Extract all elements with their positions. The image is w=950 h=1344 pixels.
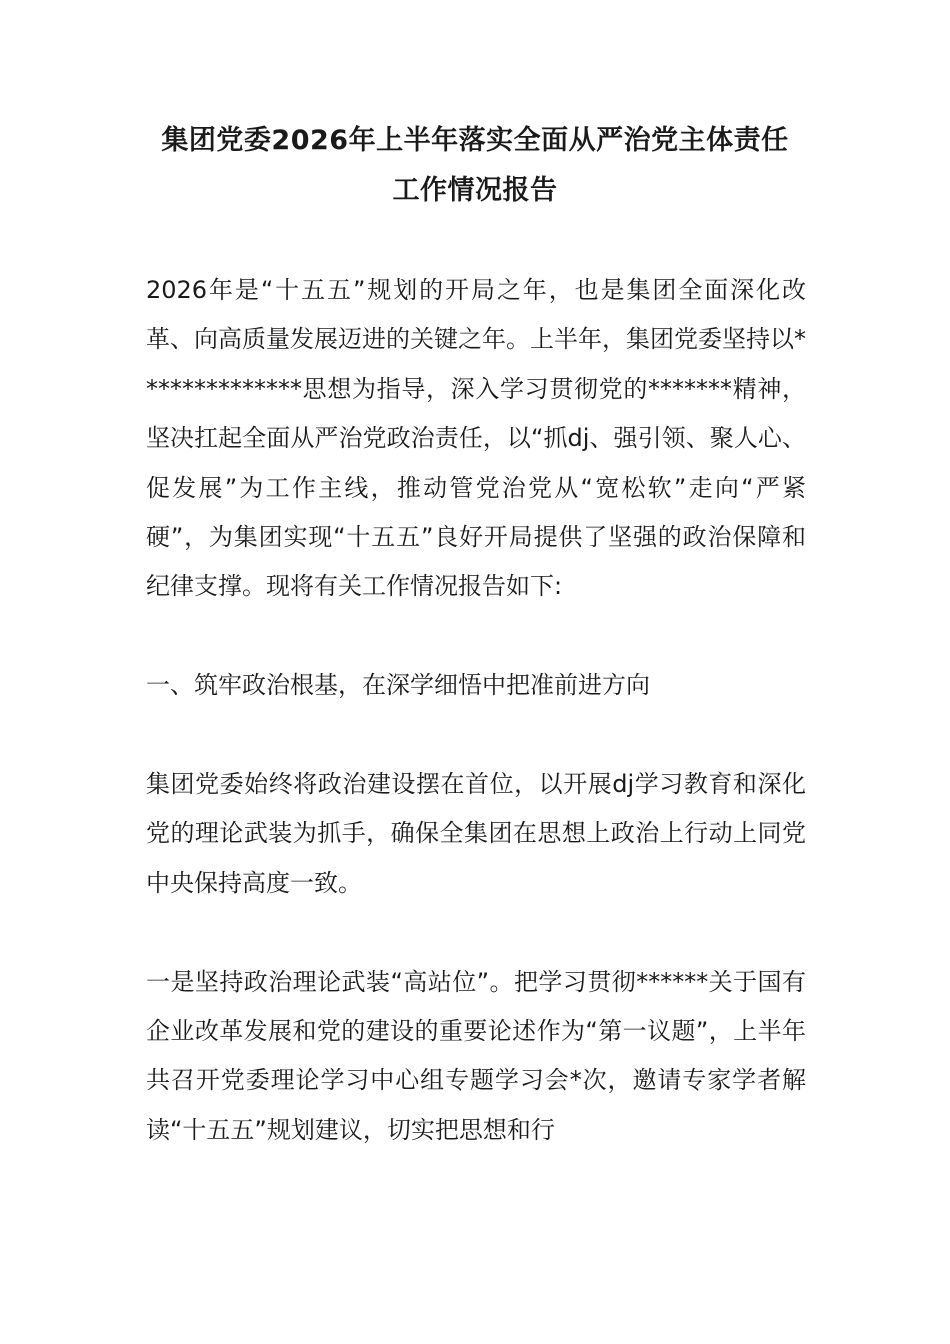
paragraph-gap [146, 908, 806, 957]
document-body [146, 266, 806, 1155]
point-paragraph: 一是坚持政治理论武装“高站位”。把学习贯彻******关于国有企业改革发展和党的建设的重要论述作为“第一议题”，上半年共召开党委理论学习中心组专题学习会*次，邀请专家学者解读“十五五”规划建议，切实把思想和行 [146, 967, 806, 1144]
intro-paragraph: 2026年是“十五五”规划的开局之年，也是集团全面深化改革、向高质量发展迈进的关键之年。上半年，集团党委坚持以**************思想为指导，深入学习贯彻党的*******精神，坚决扛起全面从严治党政治责任，以“抓dj、强引领、聚人心、促发展”为工作主线，推动管党治党从“宽松软”走向“严紧硬”，为集团实现“十五五”良好开局提供了坚强的政治保障和纪律支撑。现将有关工作情况报告如下: [146, 276, 806, 601]
paragraph-gap [146, 711, 806, 760]
document-title-line-2: 工作情况报告 [392, 175, 558, 206]
document-title-line-1: 集团党委2026年上半年落实全面从严治党主体责任 [161, 125, 789, 156]
section-heading: 一、筑牢政治根基，在深学细悟中把准前进方向 [146, 671, 650, 700]
section-paragraph: 集团党委始终将政治建设摆在首位，以开展dj学习教育和深化党的理论武装为抓手，确保全集团在思想上政治上行动上同党中央保持高度一致。 [146, 770, 806, 897]
paragraph-gap [146, 612, 806, 661]
